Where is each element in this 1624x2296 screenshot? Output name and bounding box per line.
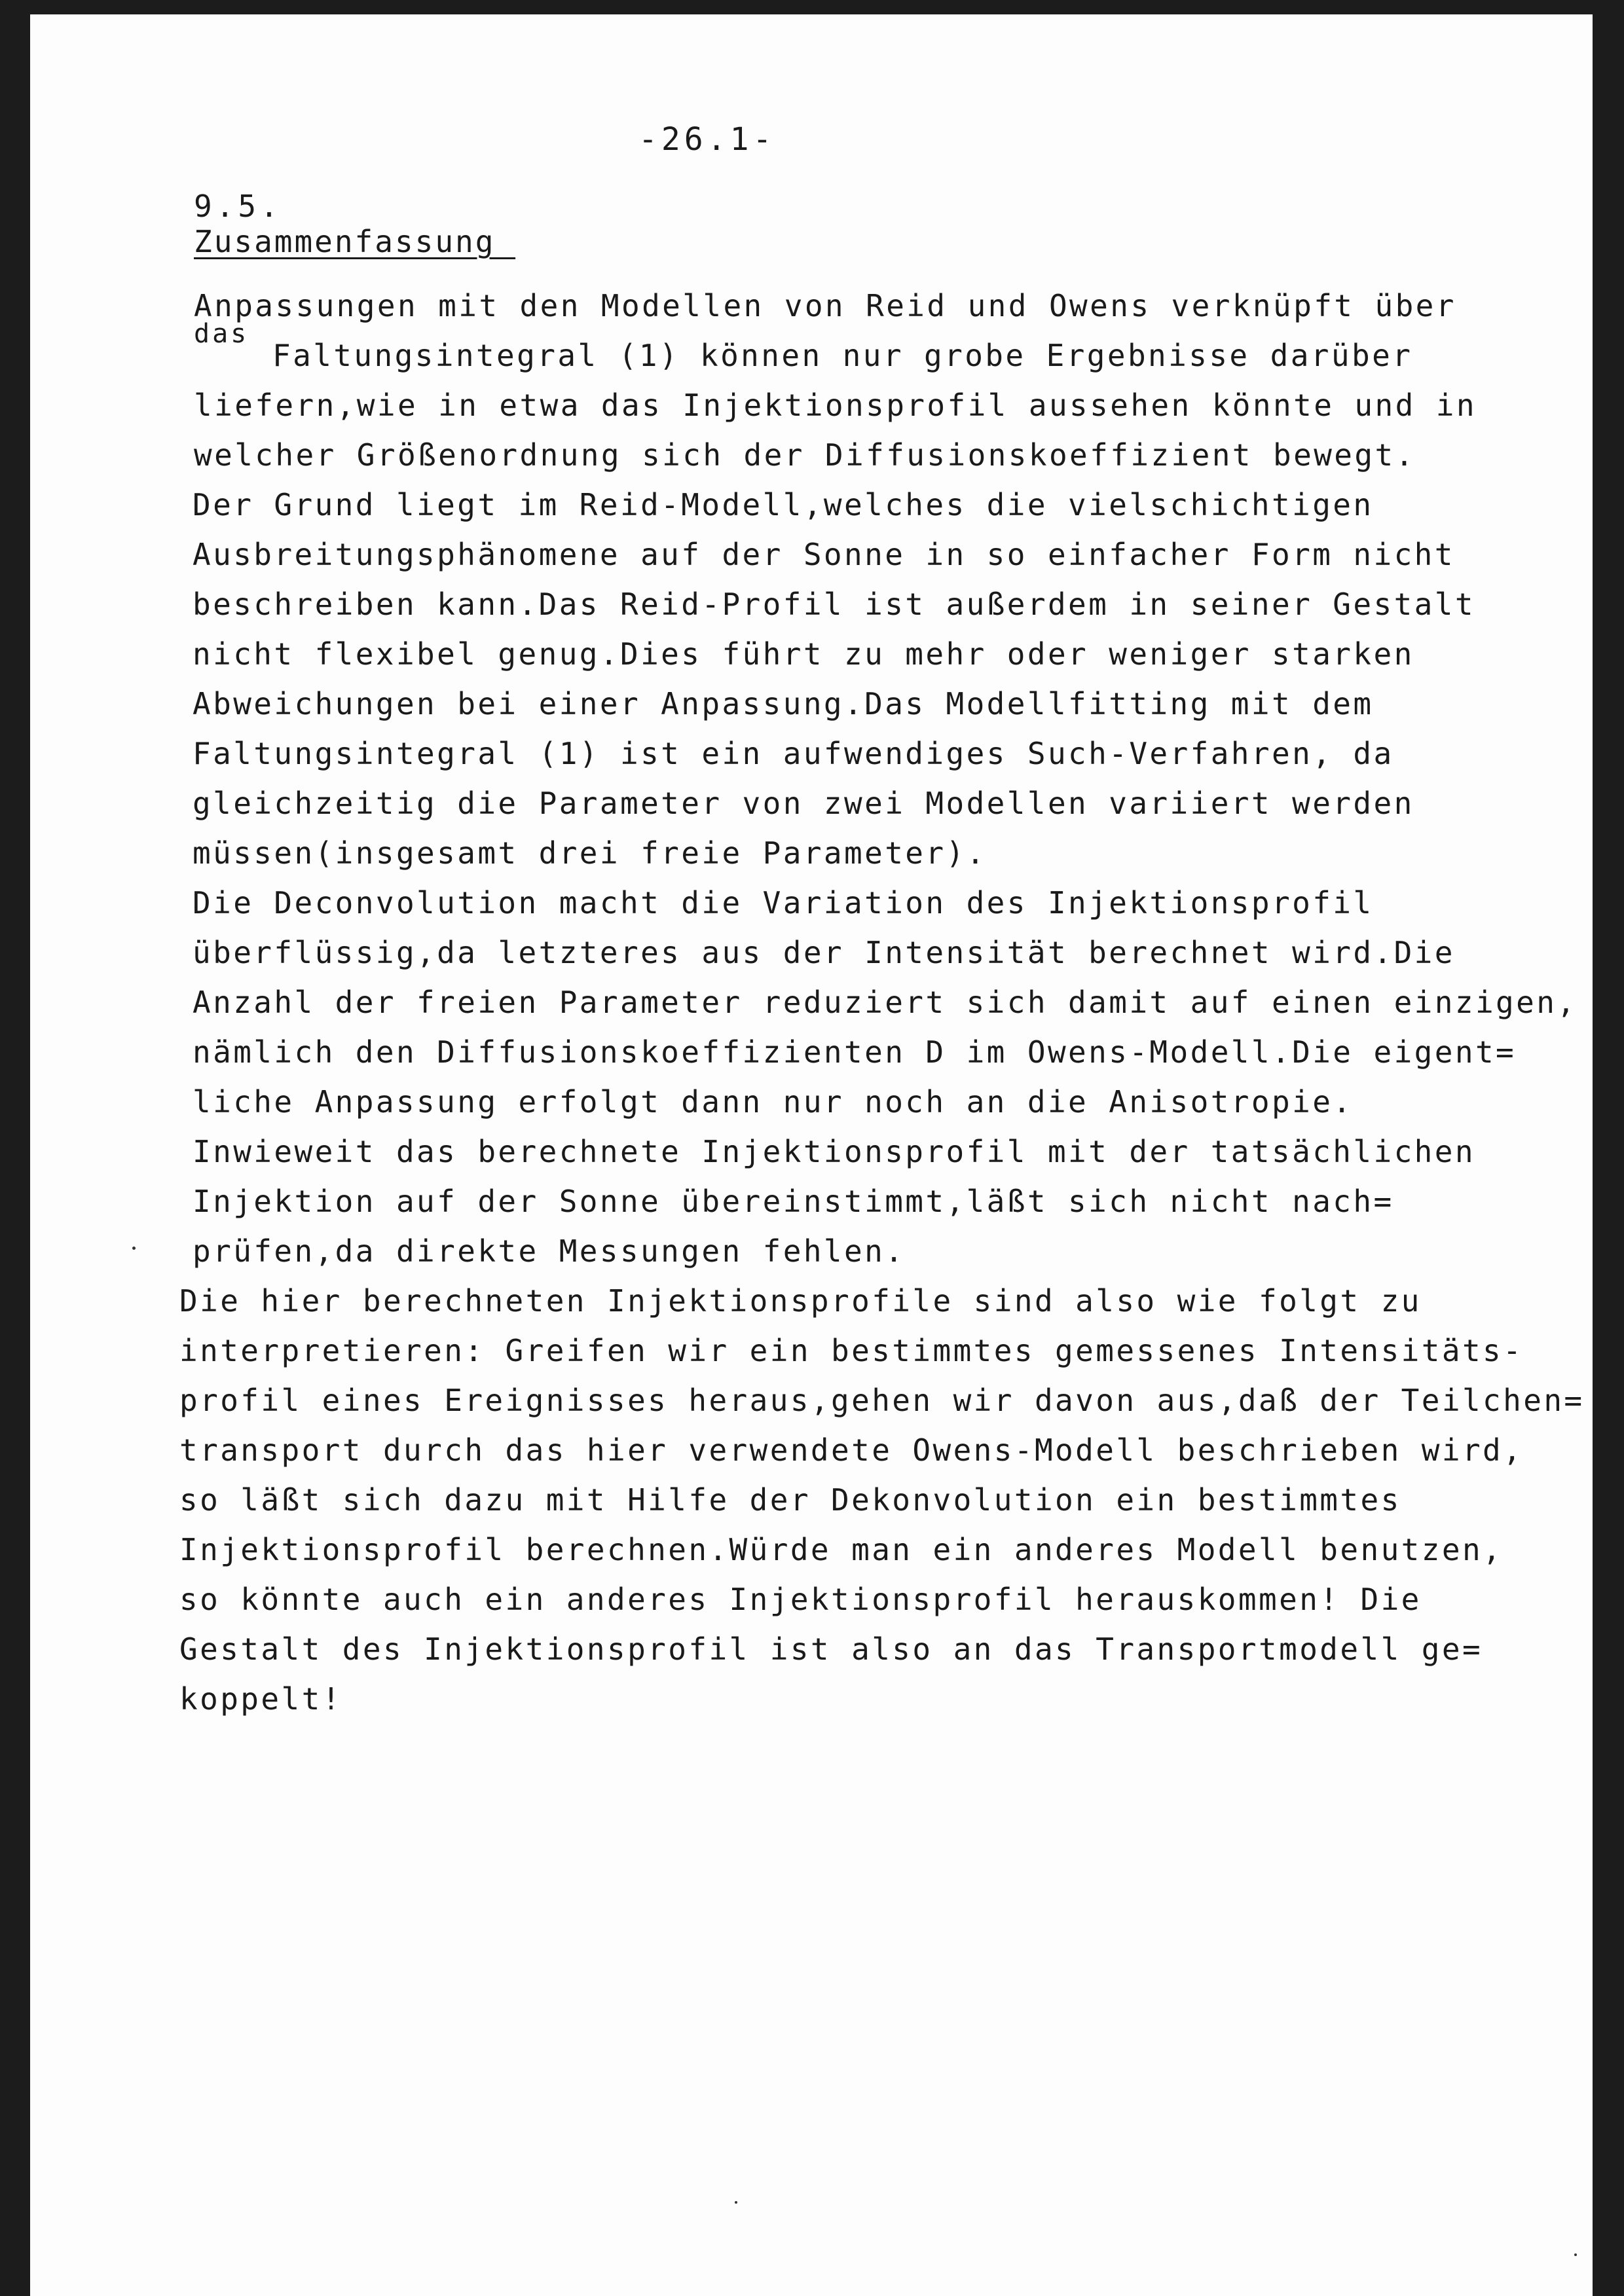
text-line: Anzahl der freien Parameter reduziert sich damit auf einen einzigen,: [193, 985, 1578, 1020]
scan-speck: [1574, 2253, 1577, 2256]
text-line: Die Deconvolution macht die Variation des Injektionsprofil: [193, 885, 1374, 920]
text-line: Gestalt des Injektionsprofil ist also an das Transportmodell ge=: [179, 1631, 1483, 1667]
scan-border-left: [0, 0, 30, 2296]
text-line: so könnte auch ein anderes Injektionsprofil herauskommen! Die: [179, 1582, 1422, 1617]
text-line: Der Grund liegt im Reid-Modell,welches die vielschichtigen: [193, 487, 1374, 522]
text-line: so läßt sich dazu mit Hilfe der Dekonvolution ein bestimmtes: [179, 1482, 1401, 1518]
text-line-superscript: das: [194, 319, 249, 349]
text-line: Die hier berechneten Injektionsprofile sind also wie folgt zu: [179, 1283, 1422, 1319]
text-line: nämlich den Diffusionskoeffizienten D im Owens-Modell.Die eigent=: [193, 1034, 1517, 1070]
section-title: Zusammenfassung_: [194, 224, 516, 259]
text-line: liefern,wie in etwa das Injektionsprofil aussehen könnte und in: [194, 388, 1477, 423]
text-line: müssen(insgesamt drei freie Parameter).: [193, 835, 987, 871]
text-line: Faltungsintegral (1) ist ein aufwendiges Such-Verfahren, da: [193, 736, 1394, 771]
scan-speck: [735, 2201, 737, 2204]
text-line: Anpassungen mit den Modellen von Reid und Owens verknüpft über: [194, 288, 1456, 323]
text-line: gleichzeitig die Parameter von zwei Modellen variiert werden: [193, 786, 1414, 821]
text-line: prüfen,da direkte Messungen fehlen.: [193, 1233, 906, 1269]
text-line: beschreiben kann.Das Reid-Profil ist außerdem in seiner Gestalt: [193, 587, 1475, 622]
section-number: 9.5.: [194, 189, 282, 224]
text-line: Injektionsprofil berechnen.Würde man ein anderes Modell benutzen,: [179, 1532, 1504, 1567]
text-line: Abweichungen bei einer Anpassung.Das Modellfitting mit dem: [193, 686, 1374, 721]
text-line: überflüssig,da letzteres aus der Intensität berechnet wird.Die: [193, 935, 1455, 970]
text-line: koppelt!: [179, 1681, 342, 1717]
text-line: nicht flexibel genug.Dies führt zu mehr oder weniger starken: [193, 636, 1414, 672]
text-line: Ausbreitungsphänomene auf der Sonne in so einfacher Form nicht: [193, 537, 1455, 572]
text-line: liche Anpassung erfolgt dann nur noch an die Anisotropie.: [193, 1084, 1354, 1120]
text-line: welcher Größenordnung sich der Diffusionskoeffizient bewegt.: [194, 437, 1416, 473]
scan-border-top: [0, 0, 1624, 14]
text-line: Inwieweit das berechnete Injektionsprofil mit der tatsächlichen: [193, 1134, 1475, 1169]
scan-border-right: [1593, 0, 1624, 2296]
text-line: Faltungsintegral (1) können nur grobe Ergebnisse darüber: [272, 338, 1413, 373]
text-line: profil eines Ereignisses heraus,gehen wir davon aus,daß der Teilchen=: [179, 1383, 1585, 1418]
page-number: -26.1-: [638, 121, 776, 158]
text-line: Injektion auf der Sonne übereinstimmt,läßt sich nicht nach=: [193, 1184, 1394, 1219]
text-line: transport durch das hier verwendete Owens-Modell beschrieben wird,: [179, 1432, 1524, 1468]
scan-speck: [132, 1247, 136, 1250]
text-line: interpretieren: Greifen wir ein bestimmtes gemessenes Intensitäts-: [179, 1333, 1524, 1368]
